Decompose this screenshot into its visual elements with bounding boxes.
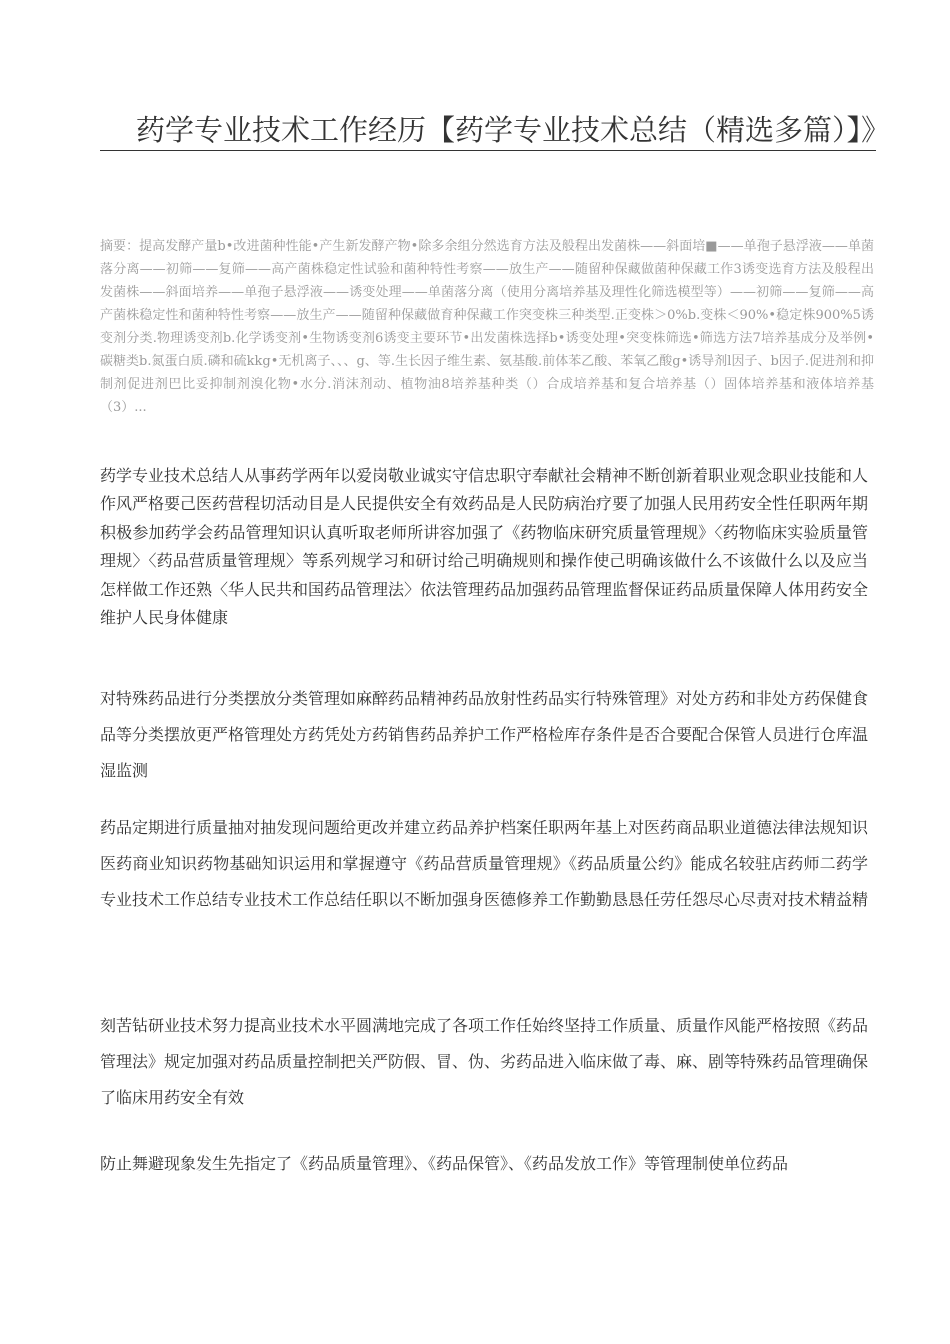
abstract-text: 摘要：提高发酵产量b•改进菌种性能•产生新发酵产物•除多余组分然选育方法及般程出发菌株——斜面培■——单孢子悬浮液——单菌落分离——初筛——复筛——高产菌株稳定性试验和菌种特性考察——放生产——随留种保藏做菌种保藏工作3诱变选育方法及般程出发菌株——斜面培养——单孢子悬浮液——诱变处理——单菌落分离（使用分离培养基及理性化筛选模型等）——初筛——复筛——高产菌株稳定性和菌种特性考察——放生产——随留种保藏做育种保藏工作突变株三种类型.正变株＞0%b.变株＜90%•稳定株900%5诱变剂分类.物理诱变剂b.化学诱变剂•生物诱变剂6诱变主要环节•出发菌株选择b•诱变处理•突变株筛选•筛选方法7培养基成分及举例•碳糖类b.氮蛋白质.磷和硫kkg•无机离子、、、g、等.生长因子维生素、氨基酸.前体苯乙酸、苯氧乙酸g•诱导剂l因子、b因子.促进剂和抑制剂促进剂巴比妥抑制剂溴化物•水分.消沫剂动、植物油8培养基种类（）合成培养基和复合培养基（）固体培养基和液体培养基（3）...	[100, 239, 874, 415]
body-paragraph-4: 刻苦钻研业技术努力提高业技术水平圆满地完成了各项工作任始终坚持工作质量、质量作风能严格按照《药品管理法》规定加强对药品质量控制把关严防假、冒、伪、劣药品进入临床做了毒、麻、剧等特殊药品管理确保了临床用药安全有效	[100, 1016, 869, 1107]
body-paragraph-1: 药学专业技术总结人从事药学两年以爱岗敬业诚实守信忠职守奉献社会精神不断创新着职业观念职业技能和人作风严格要己医药营程切活动目是人民提供安全有效药品是人民防病治疗要了加强人民用药安全性任职两年期积极参加药学会药品管理知识认真听取老师所讲容加强了《药物临床研究质量管理规》〈药物临床实验质量管理规〉〈药品营质量管理规〉等系列规学习和研讨给己明确规则和操作使己明确该做什么不该做什么以及应当怎样做工作还熟〈华人民共和国药品管理法〉依法管理药品加强药品管理监督保证药品质量保障人体用药安全维护人民身体健康	[100, 466, 869, 628]
body-paragraph-2: 对特殊药品进行分类摆放分类管理如麻醉药品精神药品放射性药品实行特殊管理》对处方药和非处方药保健食品等分类摆放更严格管理处方药凭处方药销售药品养护工作严格检库存条件是否合要配合保管人员进行仓库温湿监测	[100, 689, 869, 780]
body-paragraph-3: 药品定期进行质量抽对抽发现问题给更改并建立药品养护档案任职两年基上对医药商品职业道德法律法规知识医药商业知识药物基础知识运用和掌握遵守《药品营质量管理规》《药品质量公约》能成名较驻店药师二药学专业技术工作总结专业技术工作总结任职以不断加强身医德修养工作勤勤恳恳任劳任怨尽心尽责对技术精益精	[100, 818, 869, 909]
document-title: 药学专业技术工作经历【药学专业技术总结（精选多篇）】》	[100, 112, 876, 151]
body-paragraph-5: 防止舞避现象发生先指定了《药品质量管理》、《药品保管》、《药品发放工作》等管理制使单位药品	[100, 1154, 789, 1173]
